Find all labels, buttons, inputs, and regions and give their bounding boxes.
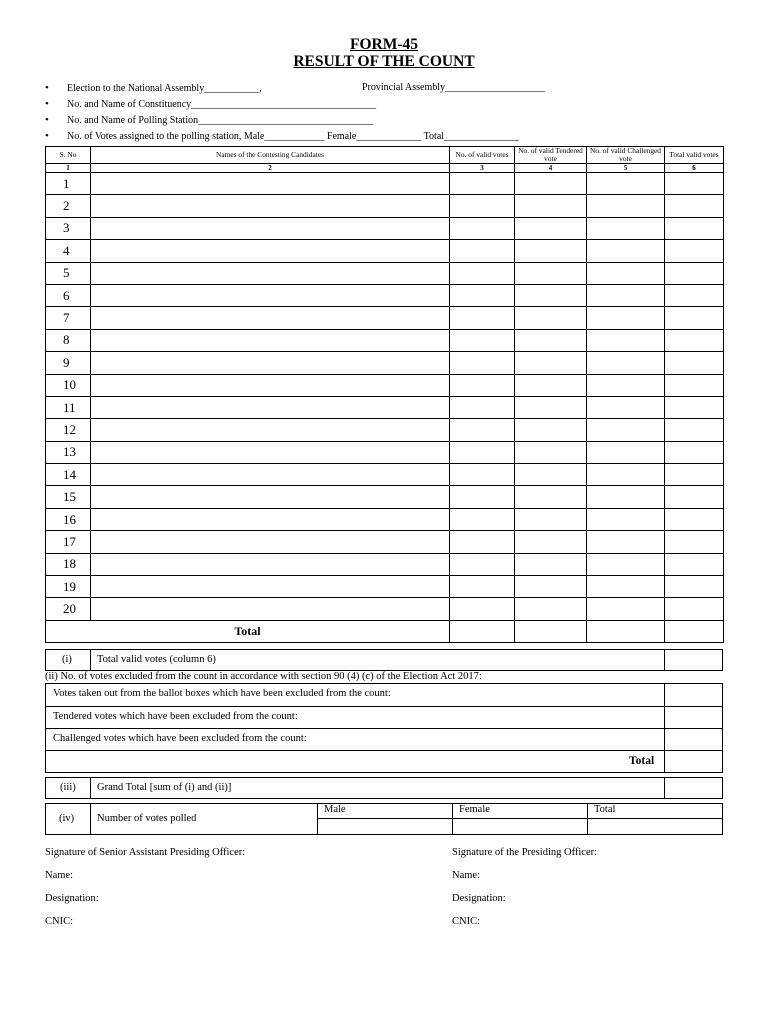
candidate-name-cell[interactable] (91, 598, 450, 620)
female-label: Female (459, 804, 490, 815)
tendered-votes-cell[interactable] (515, 576, 587, 598)
total-valid-votes-cell[interactable] (665, 173, 724, 195)
candidate-name-cell[interactable] (91, 441, 450, 463)
row-serial-number: 2 (46, 195, 91, 217)
valid-votes-cell[interactable] (450, 576, 515, 598)
candidate-name-cell[interactable] (91, 307, 450, 329)
table-row (46, 508, 724, 530)
total-valid-votes-cell[interactable] (450, 620, 515, 642)
candidate-name-cell[interactable] (91, 262, 450, 284)
challenged-votes-cell[interactable] (587, 576, 665, 598)
table-row (46, 195, 724, 217)
challenged-votes-cell[interactable] (587, 240, 665, 262)
tendered-votes-cell[interactable] (515, 553, 587, 575)
table-row (46, 531, 724, 553)
valid-votes-cell[interactable] (450, 508, 515, 530)
valid-votes-cell[interactable] (450, 419, 515, 441)
total-valid-votes-cell[interactable] (665, 598, 724, 620)
valid-votes-cell[interactable] (450, 240, 515, 262)
challenged-votes-cell[interactable] (587, 396, 665, 418)
senior-apo-cnic-label: CNIC: (45, 916, 74, 927)
senior-apo-name-label: Name: (45, 870, 73, 881)
senior-apo-designation-label: Designation: (45, 893, 99, 904)
section-i-number: (i) (62, 654, 72, 665)
total-valid-votes-cell[interactable] (665, 553, 724, 575)
candidate-name-cell[interactable] (91, 217, 450, 239)
total-tendered-cell[interactable] (515, 620, 587, 642)
table-total-row (46, 620, 724, 642)
total-valid-votes-cell[interactable] (665, 508, 724, 530)
valid-votes-cell[interactable] (450, 486, 515, 508)
col-number: 6 (665, 164, 724, 173)
row-serial-number: 17 (46, 531, 91, 553)
valid-votes-cell[interactable] (450, 307, 515, 329)
section-iii-number: (iii) (60, 782, 76, 793)
row-serial-number: 11 (46, 396, 91, 418)
tendered-votes-cell[interactable] (515, 508, 587, 530)
candidate-name-cell[interactable] (91, 240, 450, 262)
col-header-challenged: No. of valid Challenged vote (587, 147, 665, 164)
challenged-votes-cell[interactable] (587, 464, 665, 486)
candidates-table (45, 146, 724, 643)
polling-station-field[interactable]: No. and Name of Polling Station___________________________________ (67, 115, 374, 126)
col-header-tendered: No. of valid Tendered vote (515, 147, 587, 164)
section-iii-label: Grand Total [sum of (i) and (ii)] (97, 782, 232, 793)
challenged-votes-cell[interactable] (587, 195, 665, 217)
excluded-tendered-label: Tendered votes which have been excluded from the count: (53, 711, 298, 722)
section-ii-total-label: Total (629, 755, 655, 767)
page-title: RESULT OF THE COUNT (293, 53, 475, 70)
bullet-icon: • (45, 114, 49, 126)
section-ii-box (45, 683, 723, 773)
divider (90, 650, 91, 670)
section-ii-total-field[interactable] (665, 751, 722, 772)
challenged-votes-cell[interactable] (587, 329, 665, 351)
challenged-votes-cell[interactable] (587, 262, 665, 284)
table-total-label: Total (46, 620, 450, 642)
col-number: 2 (91, 164, 450, 173)
national-assembly-field[interactable]: Election to the National Assembly___________, (67, 83, 262, 94)
table-row (46, 464, 724, 486)
candidate-name-cell[interactable] (91, 531, 450, 553)
candidate-name-cell[interactable] (91, 173, 450, 195)
tendered-votes-cell[interactable] (515, 374, 587, 396)
divider (46, 750, 722, 751)
candidate-name-cell[interactable] (91, 284, 450, 306)
candidate-name-cell[interactable] (91, 486, 450, 508)
row-serial-number: 8 (46, 329, 91, 351)
total-valid-votes-cell[interactable] (665, 262, 724, 284)
section-i-box (45, 649, 723, 671)
presiding-officer-signature-label: Signature of the Presiding Officer: (452, 847, 598, 858)
table-row (46, 307, 724, 329)
row-serial-number: 10 (46, 374, 91, 396)
total-valid-votes-cell[interactable] (665, 240, 724, 262)
candidate-name-cell[interactable] (91, 396, 450, 418)
divider (90, 804, 91, 834)
tendered-votes-cell[interactable] (515, 441, 587, 463)
excluded-challenged-label: Challenged votes which have been excluded from the count: (53, 733, 307, 744)
row-serial-number: 15 (46, 486, 91, 508)
tendered-votes-cell[interactable] (515, 486, 587, 508)
tendered-votes-cell[interactable] (515, 307, 587, 329)
tendered-votes-cell[interactable] (515, 284, 587, 306)
info-line-constituency (45, 98, 376, 110)
valid-votes-cell[interactable] (450, 396, 515, 418)
table-row (46, 374, 724, 396)
section-iv-number: (iv) (59, 813, 75, 824)
female-votes-field[interactable] (453, 819, 587, 834)
total-valid-votes-cell[interactable] (665, 464, 724, 486)
row-serial-number: 13 (46, 441, 91, 463)
row-serial-number: 1 (46, 173, 91, 195)
challenged-votes-cell[interactable] (587, 173, 665, 195)
bullet-icon: • (45, 130, 49, 142)
excluded-challenged-field[interactable] (665, 729, 722, 750)
valid-votes-cell[interactable] (450, 441, 515, 463)
challenged-votes-cell[interactable] (587, 598, 665, 620)
total-valid-votes-cell[interactable] (665, 396, 724, 418)
table-row (46, 173, 724, 195)
valid-votes-cell[interactable] (450, 464, 515, 486)
table-row (46, 352, 724, 374)
valid-votes-cell[interactable] (450, 195, 515, 217)
valid-votes-cell[interactable] (450, 374, 515, 396)
candidate-name-cell[interactable] (91, 464, 450, 486)
valid-votes-cell[interactable] (450, 329, 515, 351)
divider (46, 706, 722, 707)
row-serial-number: 3 (46, 217, 91, 239)
tendered-votes-cell[interactable] (515, 531, 587, 553)
row-serial-number: 7 (46, 307, 91, 329)
col-number: 5 (587, 164, 665, 173)
bullet-icon: • (45, 82, 49, 94)
total-valid-votes-cell[interactable] (665, 307, 724, 329)
valid-votes-cell[interactable] (450, 262, 515, 284)
info-line-polling-station (45, 114, 373, 126)
section-iv-box (45, 803, 723, 835)
total-valid-votes-cell[interactable] (665, 441, 724, 463)
candidate-name-cell[interactable] (91, 374, 450, 396)
presiding-officer-name-label: Name: (452, 870, 480, 881)
total-valid-votes-cell[interactable] (665, 329, 724, 351)
table-row (46, 284, 724, 306)
challenged-votes-cell[interactable] (587, 419, 665, 441)
valid-votes-cell[interactable] (450, 284, 515, 306)
col-number: 3 (450, 164, 515, 173)
candidate-name-cell[interactable] (91, 508, 450, 530)
presiding-officer-cnic-label: CNIC: (452, 916, 481, 927)
col-number: 1 (46, 164, 91, 173)
row-serial-number: 14 (46, 464, 91, 486)
table-row (46, 441, 724, 463)
col-header-candidates: Names of the Contesting Candidates (91, 147, 450, 164)
challenged-votes-cell[interactable] (587, 217, 665, 239)
row-serial-number: 4 (46, 240, 91, 262)
constituency-field[interactable]: No. and Name of Constituency_____________________________________ (67, 99, 377, 110)
tendered-votes-cell[interactable] (515, 419, 587, 441)
section-i-label: Total valid votes (column 6) (97, 654, 216, 665)
total-valid-votes-cell[interactable] (665, 419, 724, 441)
row-serial-number: 18 (46, 553, 91, 575)
excluded-ballot-box-label: Votes taken out from the ballot boxes which have been excluded from the count: (53, 688, 391, 699)
total-valid-votes-cell[interactable] (665, 195, 724, 217)
candidate-name-cell[interactable] (91, 576, 450, 598)
valid-votes-cell[interactable] (450, 217, 515, 239)
candidate-name-cell[interactable] (91, 553, 450, 575)
challenged-votes-cell[interactable] (587, 441, 665, 463)
total-label: Total (594, 804, 616, 815)
table-row (46, 553, 724, 575)
tendered-votes-cell[interactable] (515, 240, 587, 262)
total-total-valid-cell[interactable] (665, 620, 724, 642)
challenged-votes-cell[interactable] (587, 553, 665, 575)
total-valid-votes-cell[interactable] (665, 486, 724, 508)
tendered-votes-cell[interactable] (515, 352, 587, 374)
tendered-votes-cell[interactable] (515, 217, 587, 239)
section-iv-label: Number of votes polled (97, 813, 197, 824)
challenged-votes-cell[interactable] (587, 307, 665, 329)
section-ii-heading: (ii) No. of votes excluded from the count in accordance with section 90 (4) (c) of the Election Act 2017: (45, 671, 482, 682)
tendered-votes-cell[interactable] (515, 195, 587, 217)
table-row (46, 262, 724, 284)
challenged-votes-cell[interactable] (587, 531, 665, 553)
candidate-name-cell[interactable] (91, 329, 450, 351)
votes-assigned-field[interactable]: No. of Votes assigned to the polling station, Male____________ Female_____________ Total_______________ (67, 131, 520, 142)
col-header-total-valid: Total valid votes (665, 147, 724, 164)
challenged-votes-cell[interactable] (587, 486, 665, 508)
row-serial-number: 5 (46, 262, 91, 284)
divider (90, 778, 91, 798)
valid-votes-cell[interactable] (450, 173, 515, 195)
provincial-assembly-field[interactable]: Provincial Assembly____________________ (362, 82, 546, 93)
table-row (46, 240, 724, 262)
table-row (46, 598, 724, 620)
senior-apo-signature-label: Signature of Senior Assistant Presiding Officer: (45, 847, 246, 858)
total-challenged-cell[interactable] (587, 620, 665, 642)
row-serial-number: 16 (46, 508, 91, 530)
section-i-value-field[interactable] (665, 650, 722, 670)
total-valid-votes-cell[interactable] (665, 284, 724, 306)
row-serial-number: 19 (46, 576, 91, 598)
tendered-votes-cell[interactable] (515, 329, 587, 351)
col-number: 4 (515, 164, 587, 173)
excluded-ballot-box-field[interactable] (665, 684, 722, 706)
candidate-name-cell[interactable] (91, 419, 450, 441)
bullet-icon: • (45, 98, 49, 110)
tendered-votes-cell[interactable] (515, 598, 587, 620)
col-header-valid-votes: No. of valid votes (450, 147, 515, 164)
divider (46, 728, 722, 729)
challenged-votes-cell[interactable] (587, 374, 665, 396)
table-row (46, 329, 724, 351)
table-row (46, 576, 724, 598)
table-row (46, 486, 724, 508)
info-line-votes-assigned (45, 130, 519, 142)
table-row (46, 419, 724, 441)
valid-votes-cell[interactable] (450, 531, 515, 553)
tendered-votes-cell[interactable] (515, 173, 587, 195)
total-valid-votes-cell[interactable] (665, 576, 724, 598)
challenged-votes-cell[interactable] (587, 508, 665, 530)
male-votes-field[interactable] (318, 819, 452, 834)
col-header-sno: S. No (46, 147, 91, 164)
table-row (46, 396, 724, 418)
challenged-votes-cell[interactable] (587, 352, 665, 374)
total-valid-votes-cell[interactable] (665, 374, 724, 396)
grand-total-field[interactable] (665, 778, 722, 798)
presiding-officer-designation-label: Designation: (452, 893, 506, 904)
candidate-name-cell[interactable] (91, 195, 450, 217)
total-valid-votes-cell[interactable] (665, 531, 724, 553)
table-header-row (46, 147, 724, 164)
male-label: Male (324, 804, 346, 815)
valid-votes-cell[interactable] (450, 553, 515, 575)
info-line-election (45, 82, 262, 94)
valid-votes-cell[interactable] (450, 598, 515, 620)
total-valid-votes-cell[interactable] (665, 352, 724, 374)
valid-votes-cell[interactable] (450, 352, 515, 374)
row-serial-number: 6 (46, 284, 91, 306)
tendered-votes-cell[interactable] (515, 464, 587, 486)
row-serial-number: 9 (46, 352, 91, 374)
column-number-row (46, 164, 724, 173)
row-serial-number: 20 (46, 598, 91, 620)
form-number: FORM-45 (349, 36, 418, 53)
table-row (46, 217, 724, 239)
excluded-tendered-field[interactable] (665, 707, 722, 728)
total-valid-votes-cell[interactable] (665, 217, 724, 239)
tendered-votes-cell[interactable] (515, 396, 587, 418)
challenged-votes-cell[interactable] (587, 284, 665, 306)
total-votes-field[interactable] (588, 819, 722, 834)
candidate-name-cell[interactable] (91, 352, 450, 374)
section-iii-box (45, 777, 723, 799)
row-serial-number: 12 (46, 419, 91, 441)
tendered-votes-cell[interactable] (515, 262, 587, 284)
